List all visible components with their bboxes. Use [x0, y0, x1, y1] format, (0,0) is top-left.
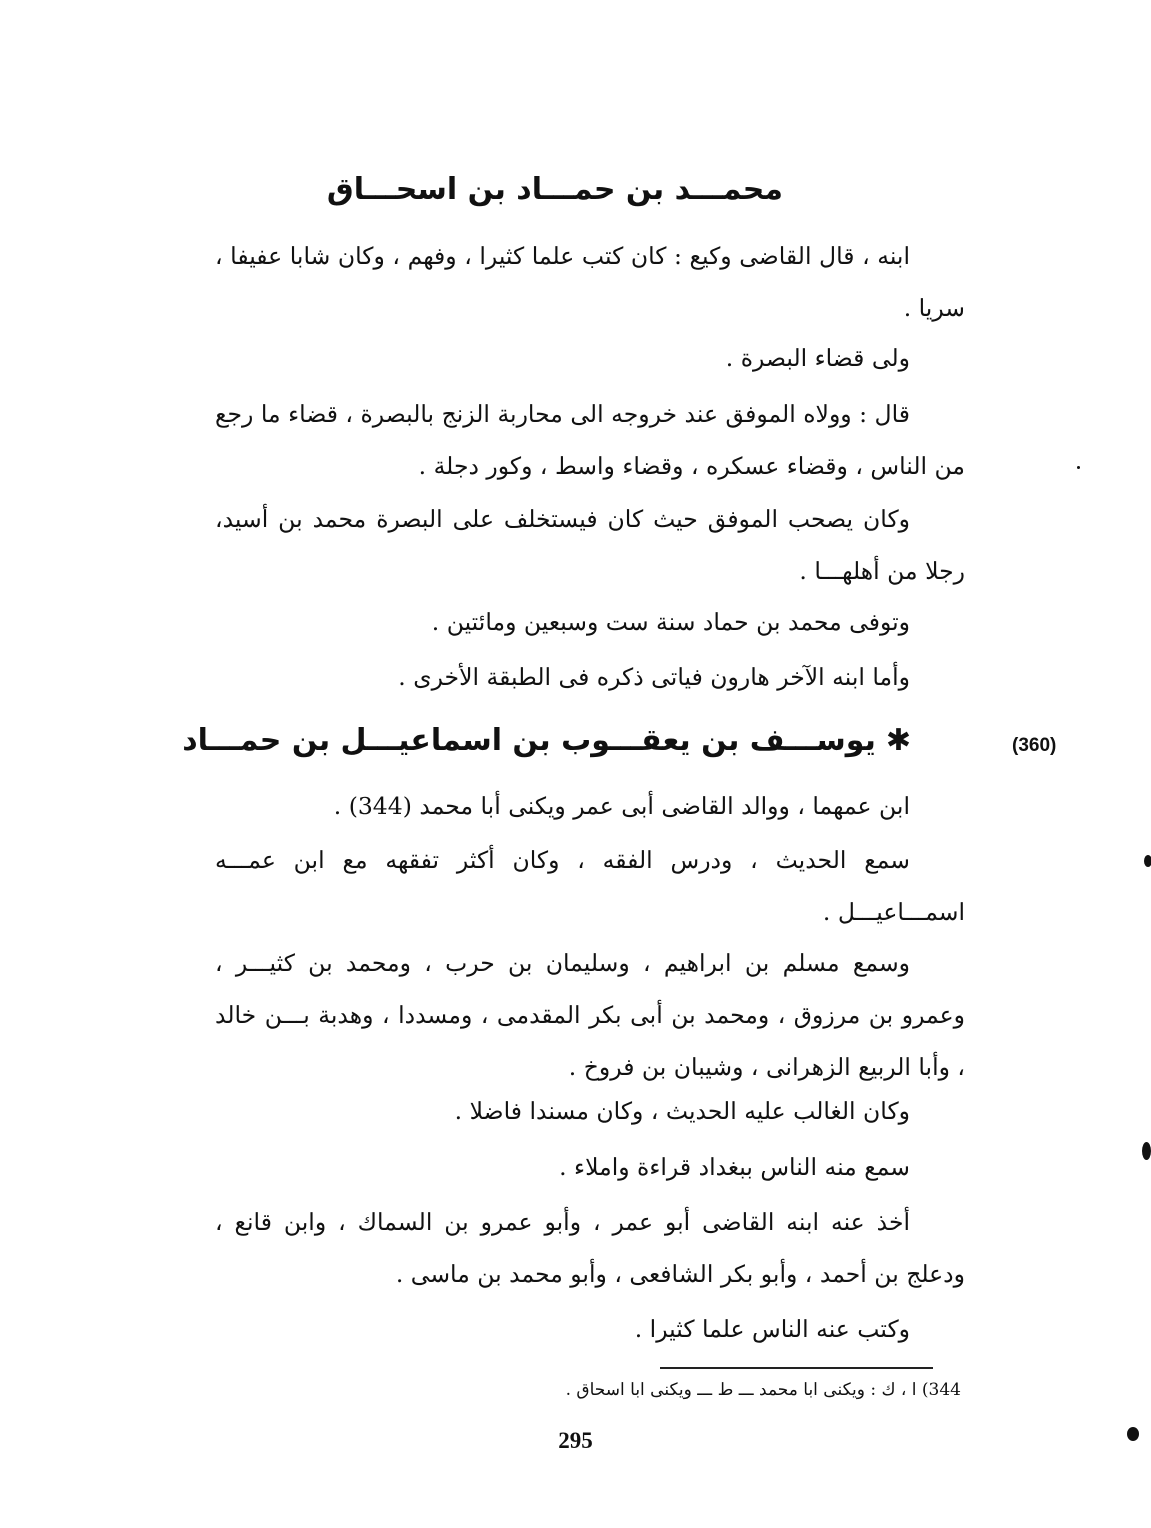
paragraph: وسمع مسلم بن ابراهيم ، وسليمان بن حرب ، ومحمد بن كثيـــر ، وعمرو بن مرزوق ، ومحمد بن أبى بكر المقدمى ، ومسددا ، وهدبة بـــن خالد ، وأبا الربيع الزهرانى ، وشيبان بن فروخ . [215, 949, 965, 1081]
entry-number: (360) [1012, 735, 1057, 756]
footnote-divider [660, 1367, 933, 1369]
paragraph: ابنه ، قال القاضى وكيع : كان كتب علما كثيرا ، وفهم ، وكان شابا عفيفا ، سريا . [215, 242, 965, 322]
paragraph: وكان الغالب عليه الحديث ، وكان مسندا فاضلا . [454, 1097, 910, 1125]
entry-heading-muhammad: محمـــد بن حمـــاد بن اسحـــاق [326, 172, 783, 207]
footnote: 344) ا ، ك : ويكنى ابا محمد ـــ ط ـــ ويكنى ابا اسحاق . [565, 1380, 961, 1400]
paragraph: ولى قضاء البصرة . [725, 344, 910, 372]
page-number: 295 [558, 1428, 593, 1453]
scan-speck [1077, 466, 1080, 469]
entry-heading-text: يوســـف بن يعقـــوب بن اسماعيـــل بن حمـــاد [182, 723, 876, 758]
scan-speck [1144, 855, 1151, 867]
paragraph: وأما ابنه الآخر هارون فياتى ذكره فى الطبقة الأخرى . [398, 663, 910, 691]
paragraph: وتوفى محمد بن حماد سنة ست وسبعين ومائتين . [431, 608, 910, 636]
entry-heading-yusuf [182, 723, 911, 758]
paragraph: وكان يصحب الموفق حيث كان فيستخلف على البصرة محمد بن أسيد، رجلا من أهلهـــا . [215, 505, 965, 585]
paragraph: سمع الحديث ، ودرس الفقه ، وكان أكثر تفقهه مع ابن عمـــه اسمـــاعيـــل . [215, 846, 965, 926]
paragraph: وكتب عنه الناس علما كثيرا . [634, 1315, 910, 1343]
paragraph: ابن عمهما ، ووالد القاضى أبى عمر ويكنى أبا محمد (344) . [333, 792, 910, 820]
scan-speck [1142, 1142, 1151, 1160]
paragraph: أخذ عنه ابنه القاضى أبو عمر ، وأبو عمرو بن السماك ، وابن قانع ، ودعلج بن أحمد ، وأبو بكر الشافعى ، وأبو محمد بن ماسى . [215, 1208, 965, 1288]
star-marker-icon: ✱ [885, 723, 911, 758]
paragraph: سمع منه الناس ببغداد قراءة واملاء . [559, 1153, 910, 1181]
scan-speck [1127, 1427, 1139, 1441]
paragraph: قال : وولاه الموفق عند خروجه الى محاربة الزنج بالبصرة ، قضاء ما رجع من الناس ، وقضاء عسكره ، وقضاء واسط ، وكور دجلة . [215, 400, 965, 480]
